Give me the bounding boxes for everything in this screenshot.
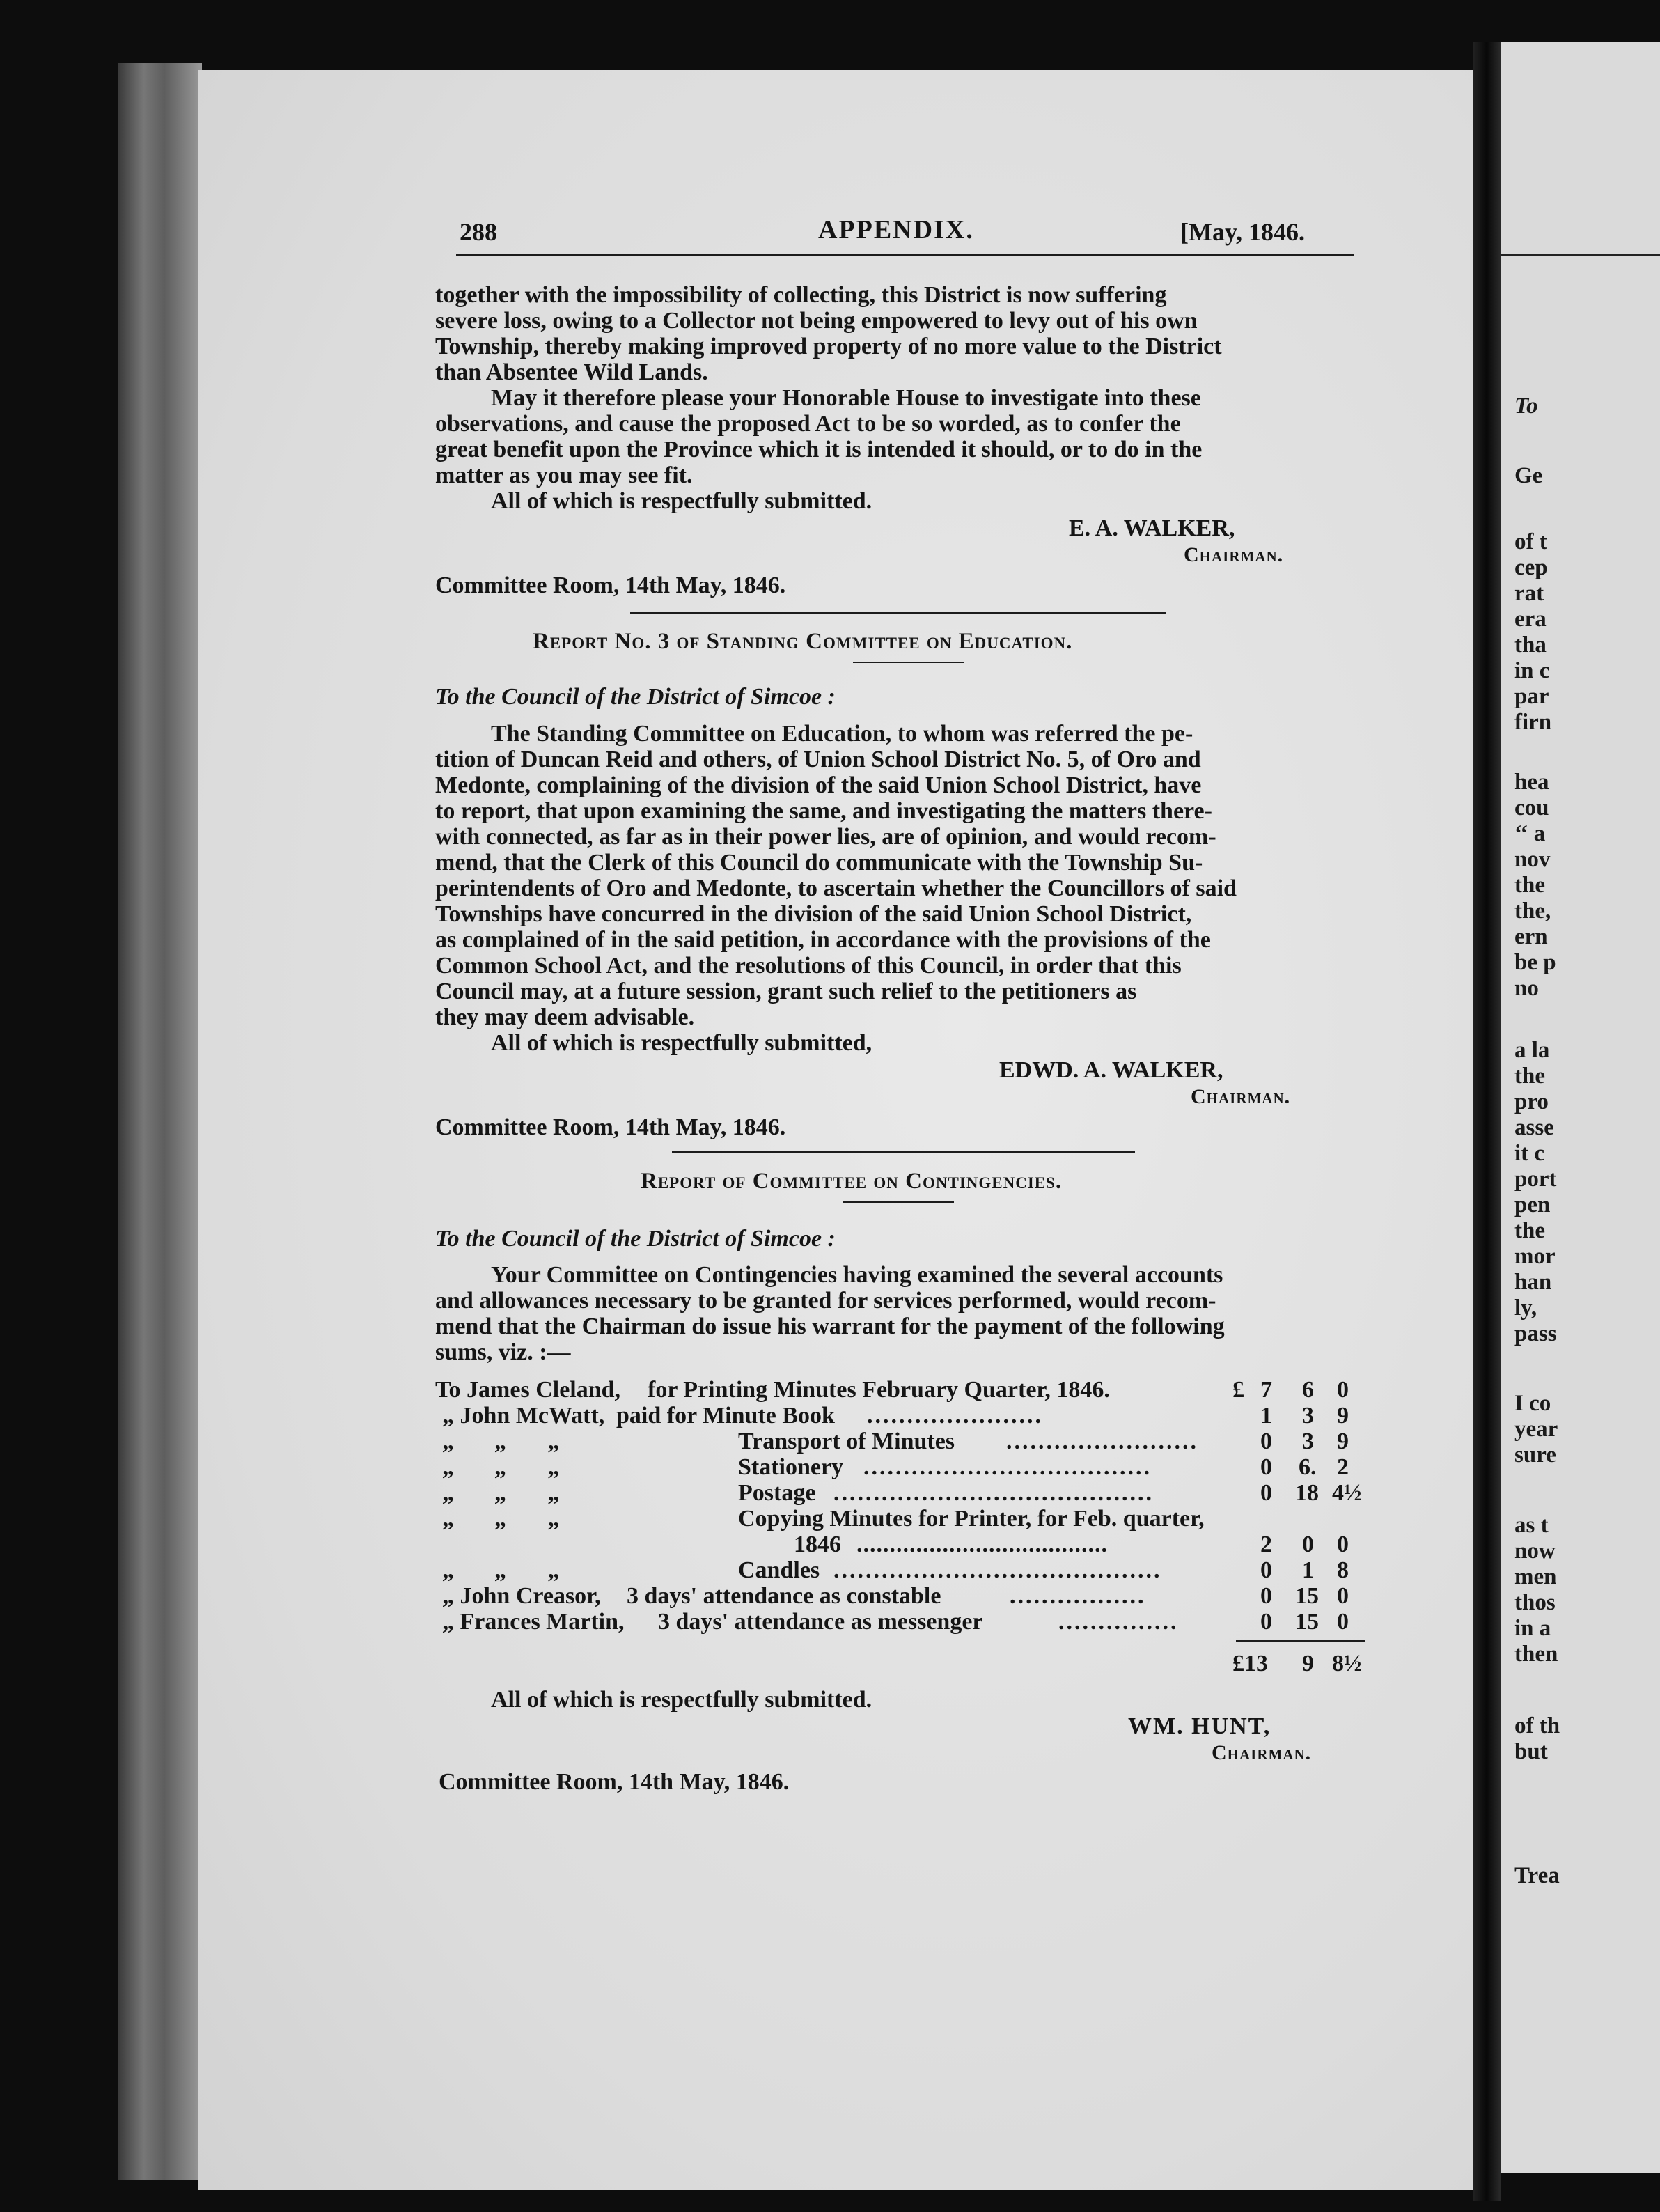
- amount-pence: 2: [1337, 1454, 1349, 1480]
- ditto-mark: „: [442, 1480, 454, 1506]
- text-fragment: nov: [1514, 847, 1551, 872]
- ditto-mark: „: [442, 1454, 454, 1480]
- text-fragment: sure: [1514, 1442, 1556, 1467]
- text-fragment: Trea: [1514, 1863, 1560, 1888]
- payee: To James Cleland,: [435, 1377, 621, 1403]
- amount-shillings: 1: [1302, 1557, 1314, 1583]
- text-fragment: ern: [1514, 924, 1548, 949]
- item-description: 3 days' attendance as messenger: [658, 1609, 983, 1635]
- item-description: Postage: [738, 1480, 816, 1506]
- text-line: they may deem advisable.: [435, 1004, 695, 1030]
- running-title: APPENDIX.: [818, 215, 974, 244]
- signature-name: EDWD. A. WALKER,: [999, 1057, 1223, 1083]
- section-heading: Report No. 3 of Standing Committee on Education.: [533, 629, 1073, 654]
- text-line: Council may, at a future session, grant such relief to the petitioners as: [435, 979, 1137, 1004]
- text-fragment: the: [1514, 1064, 1545, 1089]
- payee: „ John Creasor,: [442, 1583, 601, 1609]
- amount-pounds: 1: [1260, 1403, 1272, 1428]
- text-line: May it therefore please your Honorable House to investigate into these: [491, 385, 1201, 411]
- leader-dots: ......................................: [856, 1532, 1108, 1557]
- amount-shillings: 6.: [1299, 1454, 1317, 1480]
- amount-pounds: 0: [1260, 1583, 1272, 1609]
- amount-pence: 0: [1337, 1377, 1349, 1403]
- text-fragment: firn: [1514, 710, 1552, 735]
- header-rule: [456, 254, 1354, 256]
- total-pounds: £13: [1232, 1651, 1268, 1676]
- text-fragment: era: [1514, 607, 1547, 632]
- ditto-mark: „: [442, 1506, 454, 1532]
- item-description-cont: 1846: [794, 1532, 841, 1557]
- item-description: Transport of Minutes: [738, 1428, 955, 1454]
- section-divider: [672, 1151, 1135, 1153]
- text-fragment: han: [1514, 1270, 1552, 1295]
- text-fragment: in c: [1514, 658, 1550, 683]
- ditto-marks: „ „: [494, 1557, 560, 1583]
- amount-pence: 4½: [1332, 1480, 1362, 1506]
- total-shillings: 9: [1302, 1651, 1314, 1676]
- ditto-marks: „ „: [494, 1454, 560, 1480]
- amount-pence: 0: [1337, 1609, 1349, 1635]
- text-fragment: now: [1514, 1539, 1556, 1564]
- ditto-marks: „ „: [494, 1480, 560, 1506]
- text-line: and allowances necessary to be granted for services performed, would recom-: [435, 1288, 1216, 1314]
- amount-pence: 9: [1337, 1403, 1349, 1428]
- text-line: severe loss, owing to a Collector not being empowered to levy out of his own: [435, 308, 1198, 334]
- amount-shillings: 6: [1302, 1377, 1314, 1403]
- amount-shillings: 3: [1302, 1428, 1314, 1454]
- text-line: The Standing Committee on Education, to whom was referred the pe-: [491, 721, 1193, 747]
- header-rule: [1501, 254, 1660, 256]
- text-fragment: I co: [1514, 1391, 1551, 1416]
- text-fragment: port: [1514, 1167, 1557, 1192]
- total-rule: [1236, 1640, 1365, 1642]
- address-line: To the Council of the District of Simcoe :: [435, 684, 836, 710]
- section-heading: Report of Committee on Contingencies.: [641, 1169, 1063, 1194]
- item-description: Copying Minutes for Printer, for Feb. quarter,: [738, 1506, 1205, 1532]
- text-fragment: the: [1514, 873, 1545, 898]
- leader-dots: .................: [1010, 1583, 1146, 1609]
- total-pence: 8½: [1332, 1651, 1362, 1676]
- text-line: Townships have concurred in the division of the said Union School District,: [435, 901, 1192, 927]
- page-number: 288: [460, 218, 497, 246]
- text-fragment: pro: [1514, 1089, 1549, 1114]
- leader-dots: ........................: [1006, 1428, 1198, 1454]
- text-fragment: par: [1514, 684, 1549, 709]
- text-fragment: in a: [1514, 1616, 1551, 1641]
- text-line: to report, that upon examining the same, and investigating the matters there-: [435, 798, 1212, 824]
- currency-symbol: £: [1232, 1377, 1244, 1403]
- text-fragment: tha: [1514, 632, 1547, 657]
- text-fragment: pen: [1514, 1192, 1551, 1217]
- text-fragment: thos: [1514, 1590, 1556, 1615]
- text-fragment: rat: [1514, 581, 1544, 606]
- amount-pounds: 0: [1260, 1428, 1272, 1454]
- signature-title: Chairman.: [1184, 543, 1284, 566]
- item-description: Candles: [738, 1557, 820, 1583]
- item-description: paid for Minute Book: [616, 1403, 835, 1428]
- text-fragment: a la: [1514, 1038, 1550, 1063]
- text-fragment: as t: [1514, 1513, 1549, 1538]
- text-fragment: of th: [1514, 1713, 1560, 1738]
- text-line: great benefit upon the Province which it is intended it should, or to do in the: [435, 437, 1203, 462]
- place-date: Committee Room, 14th May, 1846.: [439, 1769, 790, 1795]
- signature-name: WM. HUNT,: [1128, 1713, 1271, 1739]
- place-date: Committee Room, 14th May, 1846.: [435, 1114, 786, 1140]
- amount-shillings: 0: [1302, 1532, 1314, 1557]
- text-line: observations, and cause the proposed Act to be so worded, as to confer the: [435, 411, 1181, 437]
- text-fragment: pass: [1514, 1321, 1557, 1346]
- heading-underline: [843, 1201, 954, 1203]
- heading-underline: [853, 662, 964, 663]
- text-line: All of which is respectfully submitted,: [491, 1030, 872, 1056]
- running-date: [May, 1846.: [1180, 218, 1305, 246]
- item-description: for Printing Minutes February Quarter, 1846.: [648, 1377, 1110, 1403]
- text-line: tition of Duncan Reid and others, of Union School District No. 5, of Oro and: [435, 747, 1201, 772]
- text-fragment: To: [1514, 394, 1538, 419]
- leader-dots: ....................................: [863, 1454, 1152, 1480]
- book-binding-edge: [118, 63, 202, 2180]
- text-fragment: men: [1514, 1564, 1557, 1589]
- amount-pounds: 2: [1260, 1532, 1272, 1557]
- text-fragment: it c: [1514, 1141, 1545, 1166]
- text-line: Your Committee on Contingencies having examined the several accounts: [491, 1262, 1223, 1288]
- amount-pence: 9: [1337, 1428, 1349, 1454]
- signature-title: Chairman.: [1212, 1741, 1312, 1764]
- ditto-marks: „ „: [494, 1506, 560, 1532]
- text-fragment: then: [1514, 1642, 1558, 1667]
- text-line: perintendents of Oro and Medonte, to ascertain whether the Councillors of said: [435, 875, 1237, 901]
- leader-dots: ........................................: [833, 1480, 1154, 1506]
- amount-pence: 0: [1337, 1583, 1349, 1609]
- text-fragment: hea: [1514, 770, 1549, 795]
- text-fragment: year: [1514, 1417, 1558, 1442]
- amount-shillings: 3: [1302, 1403, 1314, 1428]
- text-line: mend that the Chairman do issue his warrant for the payment of the following: [435, 1314, 1225, 1339]
- amount-shillings: 18: [1295, 1480, 1319, 1506]
- amount-shillings: 15: [1295, 1609, 1319, 1635]
- amount-shillings: 15: [1295, 1583, 1319, 1609]
- amount-pounds: 0: [1260, 1557, 1272, 1583]
- section-divider: [630, 612, 1166, 614]
- amount-pounds: 0: [1260, 1454, 1272, 1480]
- text-fragment: cep: [1514, 555, 1548, 580]
- text-fragment: the,: [1514, 898, 1551, 924]
- text-line: mend, that the Clerk of this Council do communicate with the Township Su-: [435, 850, 1203, 875]
- signature-title: Chairman.: [1191, 1085, 1291, 1108]
- text-line: All of which is respectfully submitted.: [491, 488, 872, 514]
- text-fragment: mor: [1514, 1244, 1556, 1269]
- leader-dots: .........................................: [833, 1557, 1162, 1583]
- amount-pounds: 7: [1260, 1377, 1272, 1403]
- payee: „ John McWatt,: [442, 1403, 605, 1428]
- item-description: Stationery: [738, 1454, 844, 1480]
- text-line: than Absentee Wild Lands.: [435, 359, 708, 385]
- text-line: Medonte, complaining of the division of the said Union School District, have: [435, 772, 1202, 798]
- text-line: Common School Act, and the resolutions of this Council, in order that this: [435, 953, 1182, 979]
- text-fragment: of t: [1514, 529, 1547, 554]
- text-fragment: ‘‘ a: [1514, 821, 1546, 846]
- text-line: matter as you may see fit.: [435, 462, 693, 488]
- book-gutter: [1473, 42, 1501, 2201]
- leader-dots: ...............: [1058, 1609, 1179, 1635]
- place-date: Committee Room, 14th May, 1846.: [435, 573, 786, 598]
- ditto-mark: „: [442, 1428, 454, 1454]
- item-description: 3 days' attendance as constable: [627, 1583, 941, 1609]
- address-line: To the Council of the District of Simcoe :: [435, 1226, 836, 1252]
- ditto-marks: „ „: [494, 1428, 560, 1454]
- amount-pounds: 0: [1260, 1609, 1272, 1635]
- amount-pence: 0: [1337, 1532, 1349, 1557]
- document-page: [198, 70, 1473, 2190]
- text-line: sums, viz. :—: [435, 1339, 571, 1365]
- text-fragment: no: [1514, 976, 1539, 1001]
- text-line: All of which is respectfully submitted.: [491, 1687, 872, 1713]
- text-line: Township, thereby making improved property of no more value to the District: [435, 334, 1222, 359]
- signature-name: E. A. WALKER,: [1069, 515, 1235, 541]
- payee: „ Frances Martin,: [442, 1609, 625, 1635]
- text-fragment: cou: [1514, 795, 1549, 820]
- leader-dots: ......................: [867, 1403, 1043, 1428]
- text-fragment: but: [1514, 1739, 1548, 1764]
- text-fragment: asse: [1514, 1115, 1554, 1140]
- text-line: together with the impossibility of collecting, this District is now suffering: [435, 282, 1167, 308]
- amount-pounds: 0: [1260, 1480, 1272, 1506]
- ditto-mark: „: [442, 1557, 454, 1583]
- text-line: as complained of in the said petition, in accordance with the provisions of the: [435, 927, 1211, 953]
- text-fragment: ly,: [1514, 1295, 1537, 1321]
- text-fragment: be p: [1514, 950, 1556, 975]
- amount-pence: 8: [1337, 1557, 1349, 1583]
- text-fragment: Ge: [1514, 463, 1543, 488]
- text-line: with connected, as far as in their power lies, are of opinion, and would recom-: [435, 824, 1216, 850]
- adjacent-page-fragment: [1501, 42, 1660, 2173]
- text-fragment: the: [1514, 1218, 1545, 1243]
